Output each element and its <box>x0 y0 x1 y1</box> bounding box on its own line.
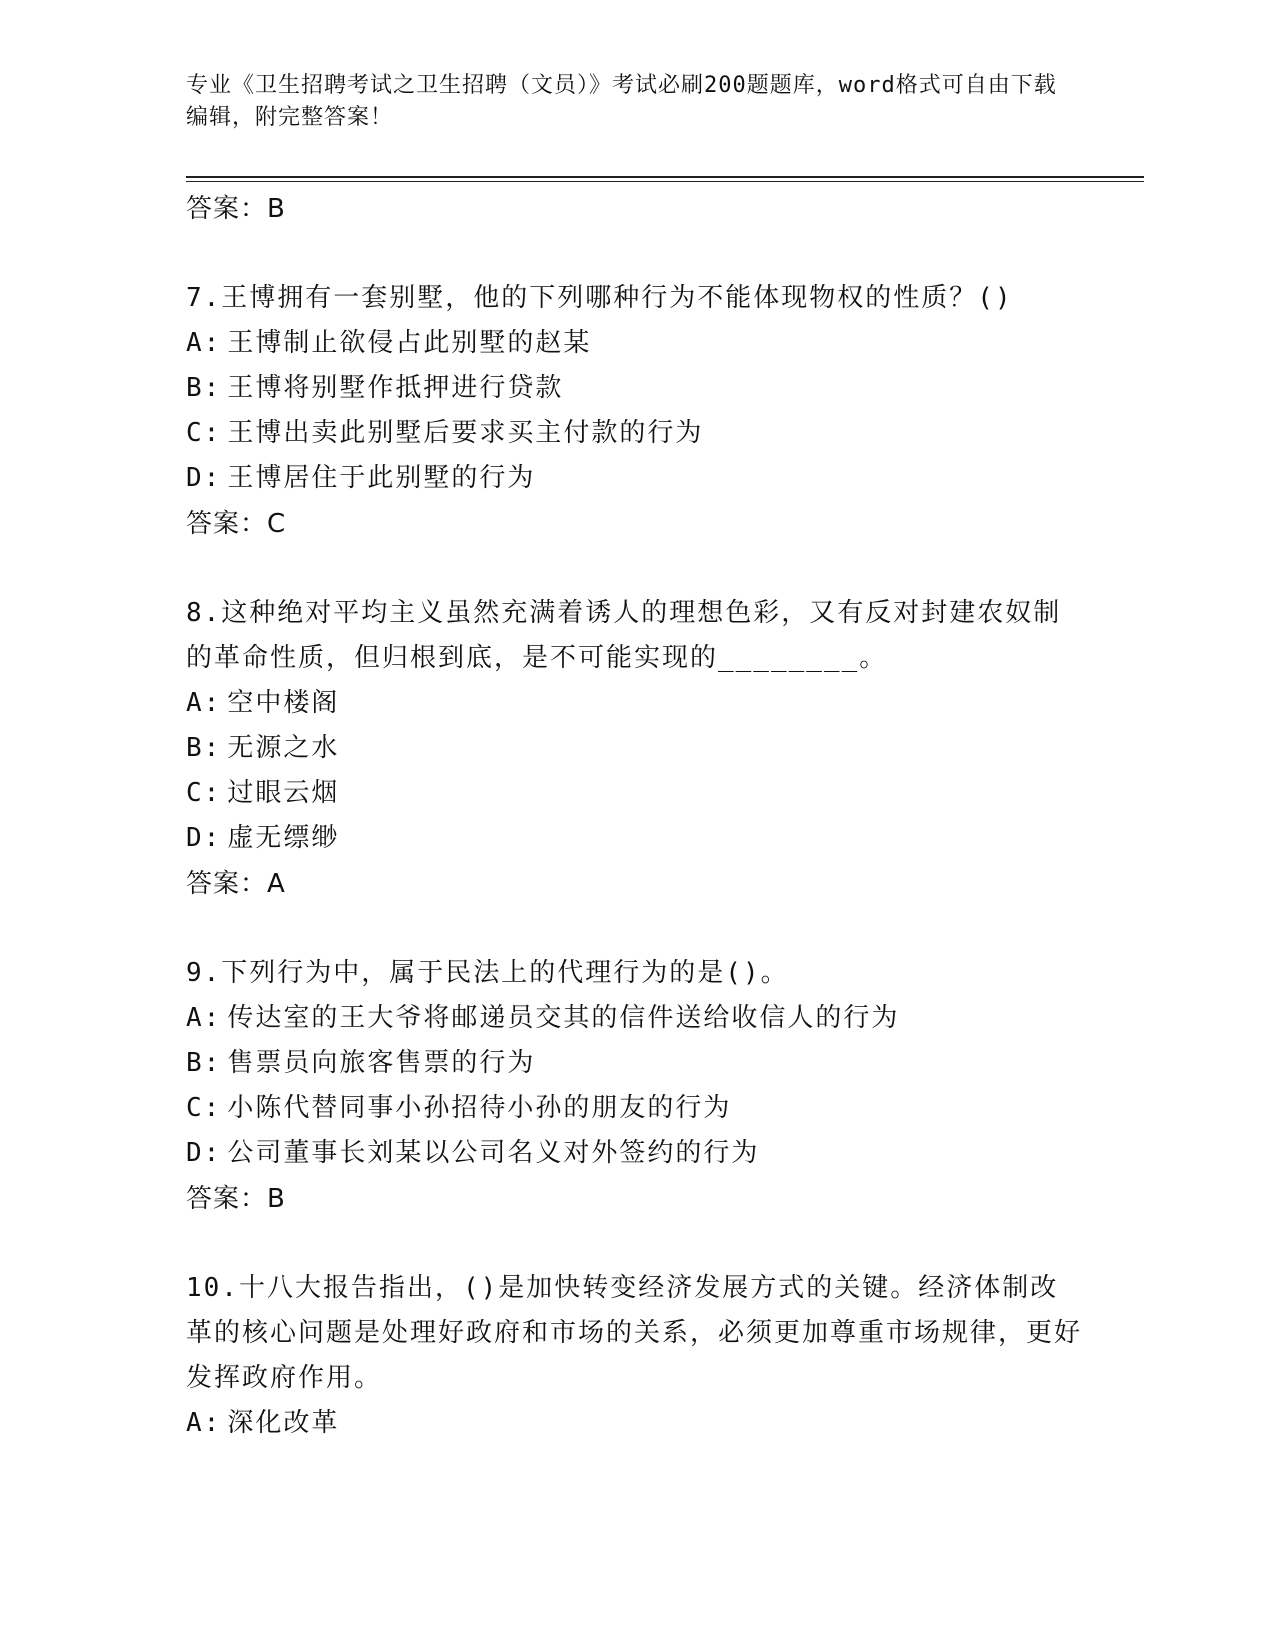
option-a <box>186 996 1086 1041</box>
option-letter: A: <box>186 1003 222 1033</box>
option-text: 过眼云烟 <box>227 778 340 808</box>
option-b <box>186 366 1086 411</box>
answer: 答案：A <box>186 869 286 899</box>
question-text: 9.下列行为中，属于民法上的代理行为的是()。 <box>186 958 789 988</box>
header-rule-thin <box>186 181 1144 182</box>
option-a <box>186 681 1086 726</box>
question-list <box>186 186 1086 1446</box>
option-letter: B: <box>186 733 222 763</box>
option-b <box>186 726 1086 771</box>
option-text: 王博将别墅作抵押进行贷款 <box>227 373 564 403</box>
option-letter: A: <box>186 1408 222 1438</box>
option-text: 空中楼阁 <box>227 688 340 718</box>
option-d <box>186 1131 1086 1176</box>
spacer <box>186 547 1086 591</box>
option-d <box>186 456 1086 501</box>
spacer <box>186 232 1086 276</box>
option-letter: A: <box>186 328 222 358</box>
option-letter: C: <box>186 1093 222 1123</box>
option-text: 公司董事长刘某以公司名义对外签约的行为 <box>227 1138 760 1168</box>
question-10 <box>186 1266 1086 1446</box>
answer: 答案：C <box>186 509 287 539</box>
option-letter: A: <box>186 688 222 718</box>
spacer <box>186 1222 1086 1266</box>
answer: 答案：B <box>186 1184 286 1214</box>
option-c <box>186 1086 1086 1131</box>
option-c <box>186 411 1086 456</box>
header-rule-thick <box>186 176 1144 178</box>
option-text: 小陈代替同事小孙招待小孙的朋友的行为 <box>227 1093 732 1123</box>
option-letter: C: <box>186 418 222 448</box>
option-letter: D: <box>186 463 222 493</box>
option-letter: D: <box>186 823 222 853</box>
document-header: 专业《卫生招聘考试之卫生招聘（文员）》考试必刷200题题库，word格式可自由下载编辑，附完整答案！ <box>186 73 1057 130</box>
option-d <box>186 816 1086 861</box>
option-text: 王博出卖此别墅后要求买主付款的行为 <box>227 418 704 448</box>
question-7 <box>186 276 1086 547</box>
option-letter: C: <box>186 778 222 808</box>
option-c <box>186 771 1086 816</box>
option-text: 传达室的王大爷将邮递员交其的信件送给收信人的行为 <box>227 1003 900 1033</box>
option-text: 售票员向旅客售票的行为 <box>227 1048 536 1078</box>
option-b <box>186 1041 1086 1086</box>
option-text: 王博居住于此别墅的行为 <box>227 463 536 493</box>
question-text: 8.这种绝对平均主义虽然充满着诱人的理想色彩，又有反对封建农奴制的革命性质，但归根到底，是不可能实现的________。 <box>186 598 1062 673</box>
option-text: 深化改革 <box>227 1408 340 1438</box>
option-letter: D: <box>186 1138 222 1168</box>
option-a <box>186 321 1086 366</box>
question-text: 10.十八大报告指出，()是加快转变经济发展方式的关键。经济体制改革的核心问题是处理好政府和市场的关系，必须更加尊重市场规律，更好发挥政府作用。 <box>186 1273 1083 1393</box>
previous-answer: 答案：B <box>186 194 286 224</box>
option-text: 虚无缥缈 <box>227 823 340 853</box>
question-9 <box>186 951 1086 1222</box>
question-text: 7.王博拥有一套别墅，他的下列哪种行为不能体现物权的性质？() <box>186 283 1013 313</box>
option-a <box>186 1401 1086 1446</box>
spacer <box>186 907 1086 951</box>
option-text: 无源之水 <box>227 733 340 763</box>
option-letter: B: <box>186 373 222 403</box>
question-8 <box>186 591 1086 907</box>
option-text: 王博制止欲侵占此别墅的赵某 <box>227 328 592 358</box>
option-letter: B: <box>186 1048 222 1078</box>
